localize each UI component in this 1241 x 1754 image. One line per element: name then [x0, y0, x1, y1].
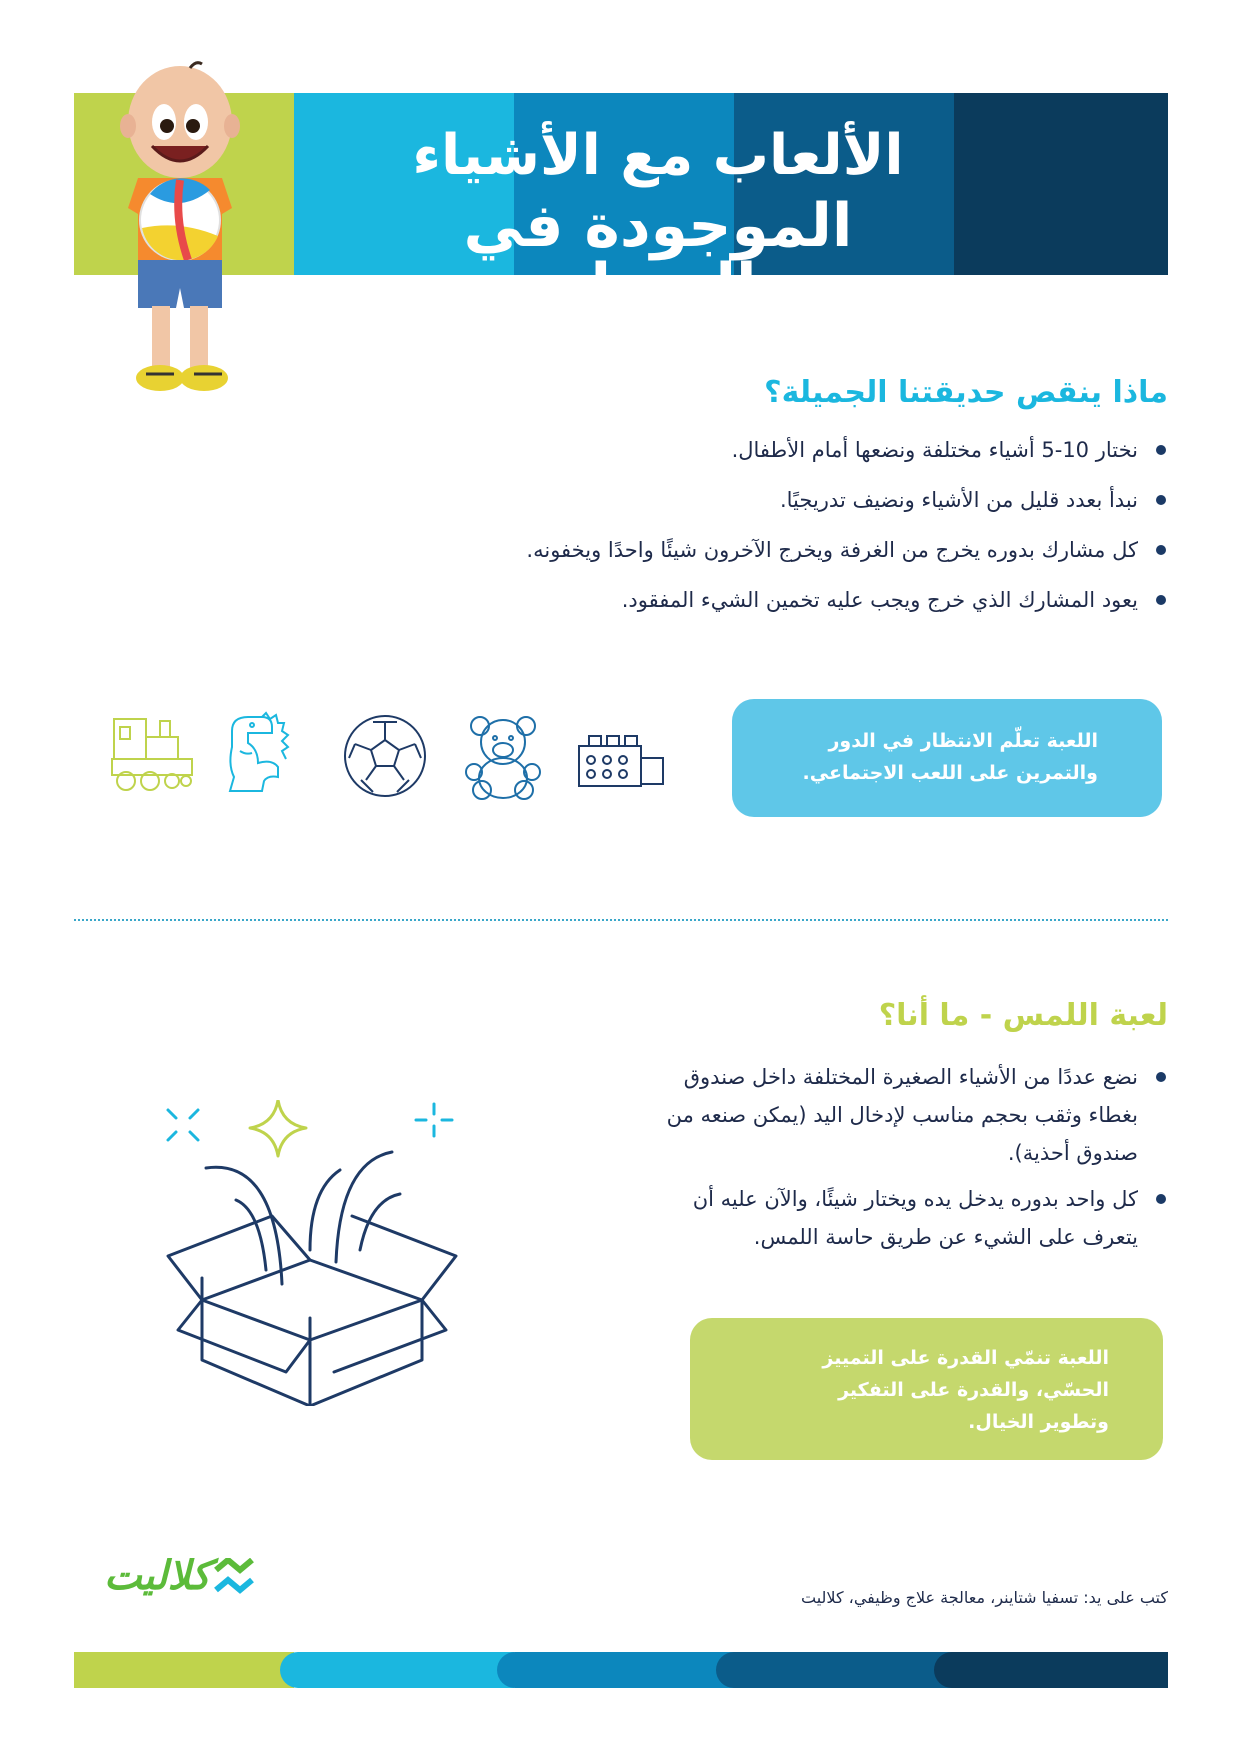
section1-title: ماذا ينقص حديقتنا الجميلة؟	[764, 375, 1168, 410]
footer-segment-lime	[74, 1652, 294, 1688]
section-divider	[74, 919, 1168, 921]
lego-brick-icon	[577, 728, 665, 790]
page-title-line1: الألعاب مع الأشياء	[412, 123, 904, 188]
teddy-bear-icon	[462, 714, 544, 800]
section2-title: لعبة اللمس - ما أنا؟	[878, 998, 1168, 1033]
footer-segment-dark	[934, 1652, 1168, 1688]
list-item: كل مشارك بدوره يخرج من الغرفة ويخرج الآخرون شيئًا واحدًا ويخفونه.	[448, 533, 1168, 567]
section1-bullet-list	[448, 433, 1168, 633]
section1-callout	[732, 699, 1162, 817]
section2-bullet-list	[638, 1058, 1168, 1264]
footer-segment-navy	[716, 1652, 956, 1688]
footer-segment-blue	[497, 1652, 734, 1688]
clalit-mark-icon	[214, 1558, 254, 1594]
list-item: نبدأ بعدد قليل من الأشياء ونضيف تدريجيًا.	[448, 483, 1168, 517]
callout-line: اللعبة تعلّم الانتظار في الدور	[828, 730, 1098, 752]
footer-segment-cyan	[280, 1652, 514, 1688]
list-item: يعود المشارك الذي خرج ويجب عليه تخمين الشيء المفقود.	[448, 583, 1168, 617]
callout-line: والتمرين على اللعب الاجتماعي.	[802, 762, 1098, 784]
page-title-line2: الموجودة في المنزل	[463, 191, 853, 321]
list-item: نختار 10-5 أشياء مختلفة ونضعها أمام الأطفال.	[448, 433, 1168, 467]
clalit-logo	[104, 1548, 254, 1604]
open-box-icon	[160, 1100, 460, 1406]
toy-train-icon	[110, 713, 196, 795]
author-credit: كتب على يد: تسفيا شتاينر، معالجة علاج وظيفي، كلاليت	[801, 1588, 1168, 1607]
child-with-ball-mascot	[110, 60, 250, 412]
toy-dinosaur-icon	[222, 711, 292, 797]
soccer-ball-icon	[343, 714, 427, 798]
section2-callout	[690, 1318, 1163, 1460]
list-item: نضع عددًا من الأشياء الصغيرة المختلفة داخل صندوق بغطاء وثقب بحجم مناسب لإدخال اليد (يمكن صنعه من صندوق أحذية).	[638, 1058, 1168, 1172]
callout-line: وتطوير الخيال.	[968, 1411, 1109, 1433]
callout-line: الحسّي، والقدرة على التفكير	[838, 1379, 1109, 1401]
header-segment-dark	[954, 93, 1168, 275]
list-item: كل واحد بدوره يدخل يده ويختار شيئًا، والآن عليه أن يتعرف على الشيء عن طريق حاسة اللمس.	[638, 1180, 1168, 1256]
logo-text: كلاليت	[104, 1553, 211, 1599]
callout-line: اللعبة تنمّي القدرة على التمييز	[822, 1347, 1109, 1369]
